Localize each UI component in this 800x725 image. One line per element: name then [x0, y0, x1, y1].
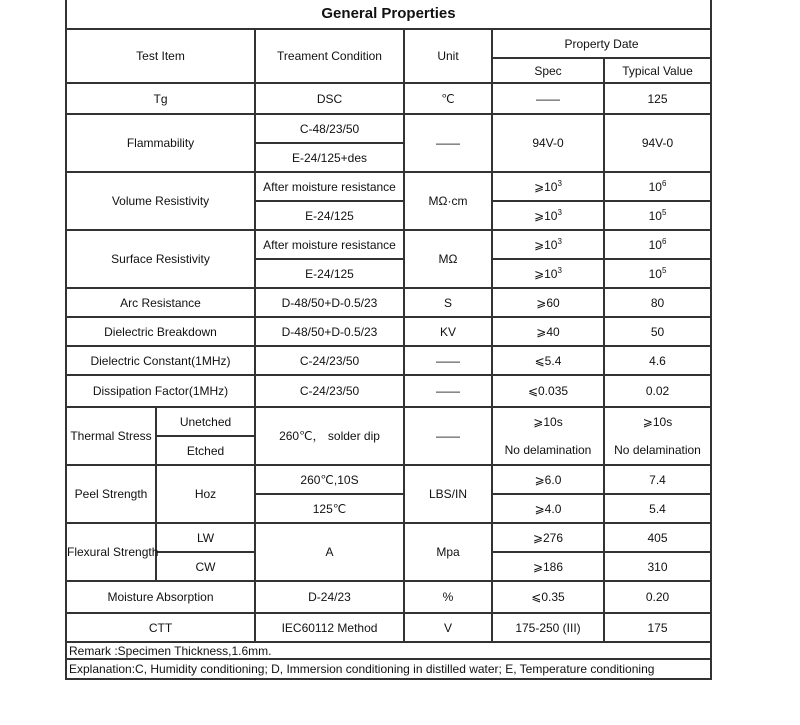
unit-dk: ——	[404, 346, 492, 375]
table-row	[66, 581, 711, 613]
typ-flam: 94V-0	[604, 114, 711, 172]
sub-thermal-unetched: Unetched	[156, 407, 255, 436]
table-title: General Properties	[66, 0, 711, 29]
typ-surf-2: $10^5$	[604, 259, 711, 288]
typ-flex-2: 310	[604, 552, 711, 581]
cond-surf-2: E-24/125	[255, 259, 404, 288]
typ-tg: 125	[604, 83, 711, 114]
item-volume-resistivity: Volume Resistivity	[66, 172, 255, 230]
typ-moist: 0.20	[604, 581, 711, 613]
spec-arc: ⩾60	[492, 288, 604, 317]
typ-vol-1: $10^6$	[604, 172, 711, 201]
spec-moist: ⩽0.35	[492, 581, 604, 613]
item-flammability: Flammability	[66, 114, 255, 172]
cond-bkd: D-48/50+D-0.5/23	[255, 317, 404, 346]
unit-vol: MΩ·cm	[404, 172, 492, 230]
spec-thermal-2: No delamination	[492, 436, 604, 465]
cond-peel-2: 125℃	[255, 494, 404, 523]
cond-flex: A	[255, 523, 404, 581]
item-dielectric-breakdown: Dielectric Breakdown	[66, 317, 255, 346]
table-row	[66, 172, 711, 201]
typ-surf-1: $10^6$	[604, 230, 711, 259]
cond-flam-1: C-48/23/50	[255, 114, 404, 143]
spec-flam: 94V-0	[492, 114, 604, 172]
spec-dk: ⩽5.4	[492, 346, 604, 375]
typ-ctt: 175	[604, 613, 711, 642]
spec-df: ⩽0.035	[492, 375, 604, 407]
cond-thermal: 260℃， solder dip	[255, 407, 404, 465]
unit-bkd: KV	[404, 317, 492, 346]
unit-tg: ℃	[404, 83, 492, 114]
cond-peel-1: 260℃,10S	[255, 465, 404, 494]
cond-ctt: IEC60112 Method	[255, 613, 404, 642]
spec-surf-2: $⩾10^3$	[492, 259, 604, 288]
table-row	[66, 346, 711, 375]
typ-thermal-1: ⩾10s	[604, 407, 711, 436]
spec-peel-1: ⩾6.0	[492, 465, 604, 494]
spec-tg: ——	[492, 83, 604, 114]
header-test-item: Test Item	[66, 29, 255, 83]
general-properties-table	[65, 0, 712, 680]
cond-surf-1: After moisture resistance	[255, 230, 404, 259]
unit-flex: Mpa	[404, 523, 492, 581]
item-flexural-strength: Flexural Strength	[66, 523, 156, 581]
header-condition: Treament Condition	[255, 29, 404, 83]
unit-flam: ——	[404, 114, 492, 172]
spec-peel-2: ⩾4.0	[492, 494, 604, 523]
item-peel-strength: Peel Strength	[66, 465, 156, 523]
table-row	[66, 83, 711, 114]
sub-thermal-etched: Etched	[156, 436, 255, 465]
spec-flex-2: ⩾186	[492, 552, 604, 581]
item-tg: Tg	[66, 83, 255, 114]
item-ctt: CTT	[66, 613, 255, 642]
cond-vol-1: After moisture resistance	[255, 172, 404, 201]
unit-thermal: ——	[404, 407, 492, 465]
cond-arc: D-48/50+D-0.5/23	[255, 288, 404, 317]
spec-surf-1: $⩾10^3$	[492, 230, 604, 259]
typ-arc: 80	[604, 288, 711, 317]
table-row	[66, 465, 711, 494]
item-thermal-stress: Thermal Stress	[66, 407, 156, 465]
cond-tg: DSC	[255, 83, 404, 114]
item-dielectric-constant: Dielectric Constant(1MHz)	[66, 346, 255, 375]
cond-flam-2: E-24/125+des	[255, 143, 404, 172]
unit-df: ——	[404, 375, 492, 407]
table-row	[66, 375, 711, 407]
typ-bkd: 50	[604, 317, 711, 346]
unit-moist: %	[404, 581, 492, 613]
sub-peel-hoz: Hoz	[156, 465, 255, 523]
properties-table-container	[65, 0, 710, 680]
typ-thermal-2: No delamination	[604, 436, 711, 465]
unit-ctt: V	[404, 613, 492, 642]
spec-ctt: 175-250 (III)	[492, 613, 604, 642]
item-dissipation-factor: Dissipation Factor(1MHz)	[66, 375, 255, 407]
typ-dk: 4.6	[604, 346, 711, 375]
typ-peel-2: 5.4	[604, 494, 711, 523]
typ-vol-2: $10^5$	[604, 201, 711, 230]
table-row	[66, 114, 711, 143]
unit-peel: LBS/IN	[404, 465, 492, 523]
table-row	[66, 523, 711, 552]
item-arc-resistance: Arc Resistance	[66, 288, 255, 317]
table-row	[66, 613, 711, 642]
header-spec: Spec	[492, 58, 604, 83]
spec-bkd: ⩾40	[492, 317, 604, 346]
cond-moist: D-24/23	[255, 581, 404, 613]
table-row	[66, 407, 711, 436]
item-moisture-absorption: Moisture Absorption	[66, 581, 255, 613]
unit-surf: MΩ	[404, 230, 492, 288]
unit-arc: S	[404, 288, 492, 317]
typ-flex-1: 405	[604, 523, 711, 552]
spec-vol-2: $⩾10^3$	[492, 201, 604, 230]
table-row	[66, 288, 711, 317]
sub-flex-lw: LW	[156, 523, 255, 552]
spec-thermal-1: ⩾10s	[492, 407, 604, 436]
cond-df: C-24/23/50	[255, 375, 404, 407]
table-row	[66, 230, 711, 259]
remark-note: Remark :Specimen Thickness,1.6mm.	[66, 642, 711, 659]
table-row	[66, 317, 711, 346]
typ-df: 0.02	[604, 375, 711, 407]
explanation-note: Explanation:C, Humidity conditioning; D, Immersion conditioning in distilled water; E, Temperature conditioning	[66, 659, 711, 679]
spec-vol-1: $⩾10^3$	[492, 172, 604, 201]
sub-flex-cw: CW	[156, 552, 255, 581]
typ-peel-1: 7.4	[604, 465, 711, 494]
cond-vol-2: E-24/125	[255, 201, 404, 230]
cond-dk: C-24/23/50	[255, 346, 404, 375]
header-typical-value: Typical Value	[604, 58, 711, 83]
header-property-date: Property Date	[492, 29, 711, 58]
spec-flex-1: ⩾276	[492, 523, 604, 552]
header-unit: Unit	[404, 29, 492, 83]
item-surface-resistivity: Surface Resistivity	[66, 230, 255, 288]
